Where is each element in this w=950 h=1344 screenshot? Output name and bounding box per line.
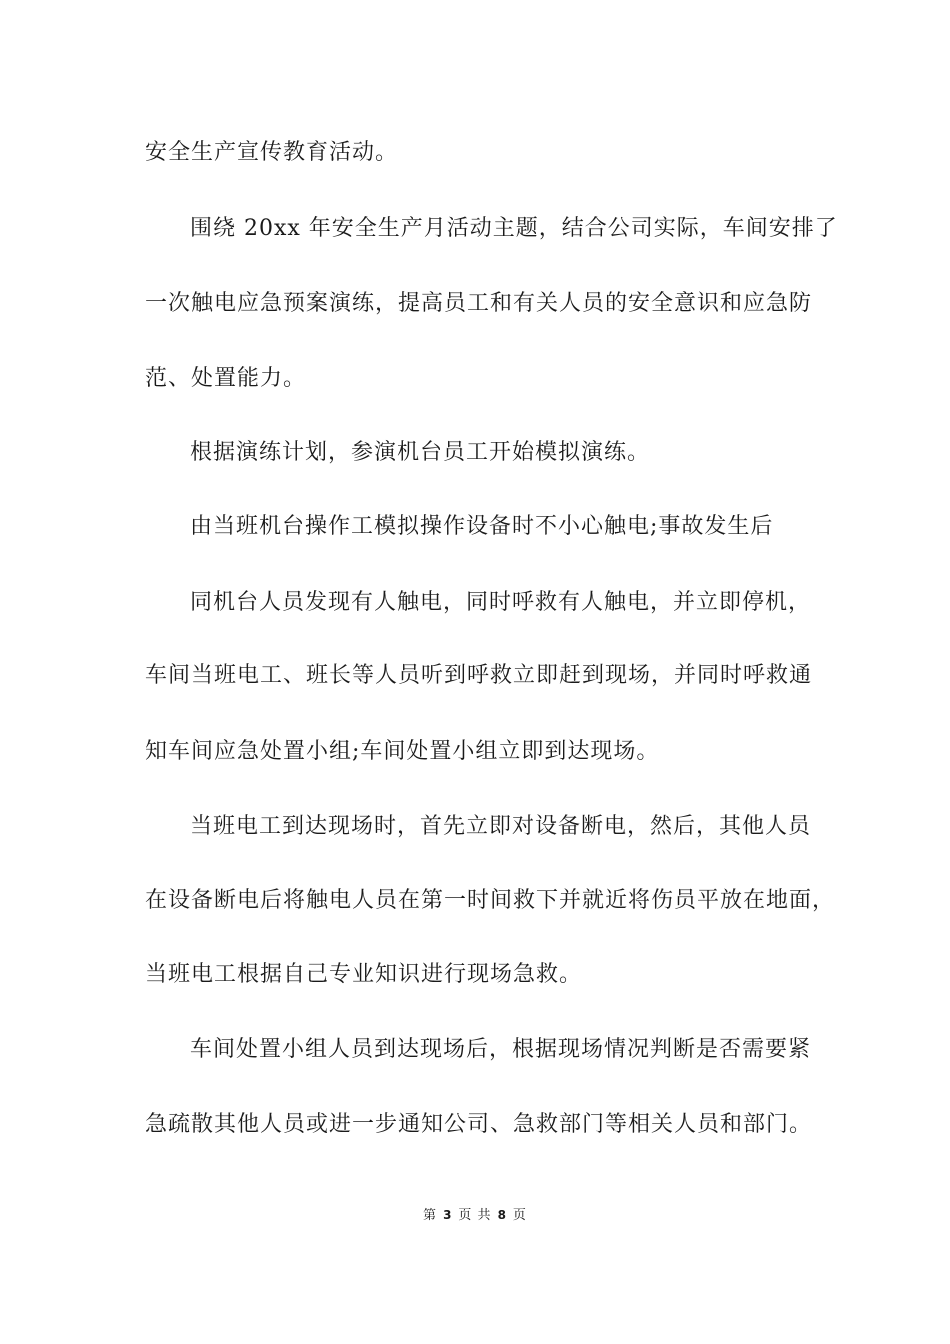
text-line: 知车间应急处置小组;车间处置小组立即到达现场。: [145, 739, 660, 764]
footer-middle: 页 共: [458, 1208, 492, 1223]
text-line: 一次触电应急预案演练，提高员工和有关人员的安全意识和应急防: [145, 291, 813, 316]
text-line: 范、处置能力。: [145, 366, 307, 391]
text-line: 在设备断电后将触电人员在第一时间救下并就近将伤员平放在地面，: [145, 888, 836, 913]
paragraph-first-line: 车间处置小组人员到达现场后，根据现场情况判断是否需要紧: [190, 1037, 812, 1062]
text-line: 车间当班电工、班长等人员听到呼救立即赶到现场，并同时呼救通: [145, 663, 813, 688]
paragraph-first-line: 根据演练计划，参演机台员工开始模拟演练。: [190, 440, 651, 465]
text-line: 安全生产宣传教育活动。: [145, 140, 399, 165]
footer-prefix: 第: [423, 1208, 438, 1223]
paragraph-first-line: 围绕 20xx 年安全生产月活动主题，结合公司实际，车间安排了: [190, 216, 838, 241]
paragraph-first-line: 同机台人员发现有人触电，同时呼救有人触电，并立即停机，: [190, 590, 812, 615]
footer-suffix: 页: [512, 1208, 527, 1223]
page-footer: [0, 1206, 950, 1225]
current-page-number: 3: [443, 1208, 453, 1222]
text-line: 急疏散其他人员或进一步通知公司、急救部门等相关人员和部门。: [145, 1112, 813, 1137]
text-line: 当班电工根据自己专业知识进行现场急救。: [145, 962, 583, 987]
paragraph-first-line: 当班电工到达现场时，首先立即对设备断电，然后，其他人员: [190, 814, 812, 839]
total-pages-number: 8: [497, 1208, 507, 1222]
paragraph-first-line: 由当班机台操作工模拟操作设备时不小心触电;事故发生后: [190, 514, 774, 539]
